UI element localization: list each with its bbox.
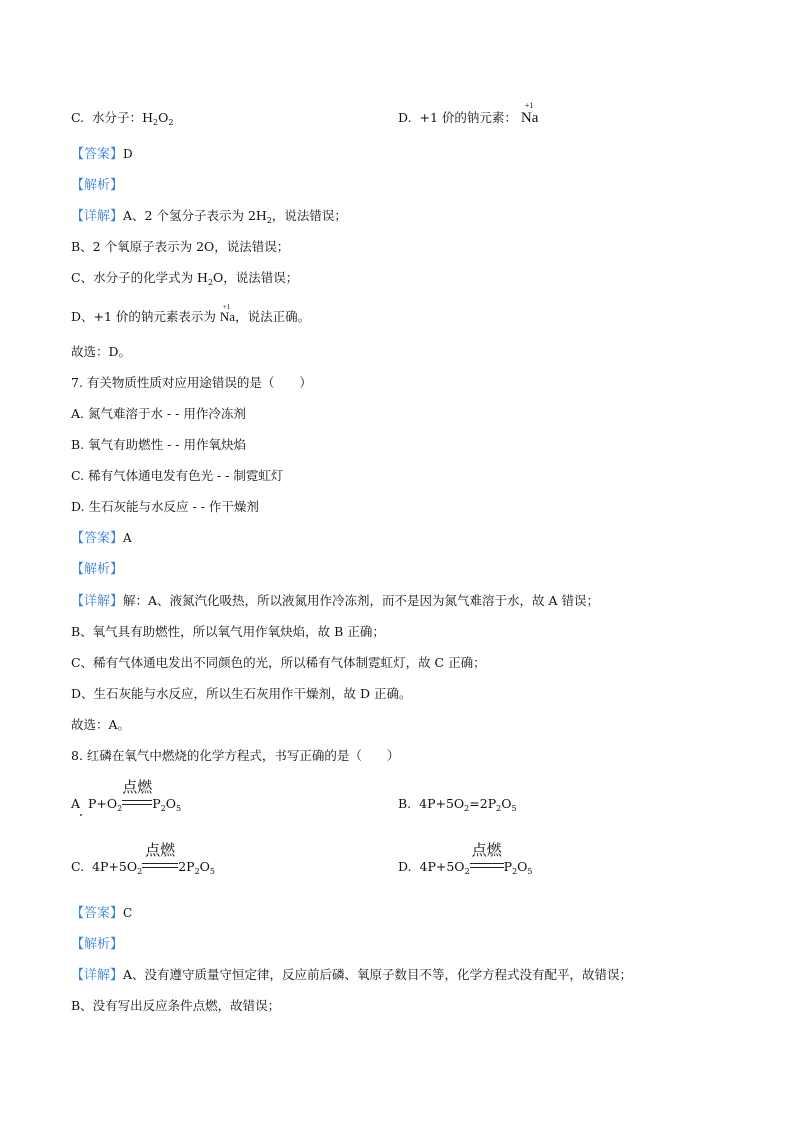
condition-arrow: 点燃 xyxy=(142,859,178,875)
q6-option-c: C. 水分子：$H_2O_2$ xyxy=(71,110,174,127)
q6-detail-4: D、+1 价的钠元素表示为 +1 Na，说法正确。 xyxy=(71,303,311,324)
q8-answer: 【答案】C xyxy=(71,906,133,921)
q8-option-a: A $P+O_2$ 点燃 $P_2O_5$ xyxy=(71,778,182,813)
q7-option-b: B. 氧气有助燃性 - - 用作氧炔焰 xyxy=(71,437,247,452)
q7-analysis-tag: 【解析】 xyxy=(71,562,124,577)
q6-detail-2: B、2 个氧原子表示为 2O，说法错误； xyxy=(71,239,290,254)
q8-analysis-tag: 【解析】 xyxy=(71,937,124,952)
q7-option-a: A. 氮气难溶于水 - - 用作冷冻剂 xyxy=(71,406,246,421)
q8-detail-1: 【详解】A、没有遵守质量守恒定律，反应前后磷、氧原子数目不等，化学方程式没有配平，故错误； xyxy=(71,967,633,983)
q6-conclusion: 故选：D。 xyxy=(71,344,132,359)
q6-option-d: D. +1 价的钠元素： +1 Na xyxy=(398,101,539,126)
q6-answer: 【答案】D xyxy=(71,147,133,162)
stray-dot xyxy=(80,814,82,816)
sodium-valence: +1 Na xyxy=(520,101,539,126)
q7-option-c: C. 稀有气体通电发有色光 - - 制霓虹灯 xyxy=(71,468,284,483)
q7-conclusion: 故选：A。 xyxy=(71,717,131,732)
q7-stem: 7. 有关物质性质对应用途错误的是（ ） xyxy=(71,375,312,390)
q7-detail-1: 【详解】解：A、液氮汽化吸热，所以液氮用作冷冻剂，而不是因为氮气难溶于水，故 A 错误； xyxy=(71,593,600,609)
sodium-valence-inline: +1 Na xyxy=(219,303,236,324)
q8-option-c: C. $4P+5O_2$ 点燃 $2P_2O_5$ xyxy=(71,841,215,876)
q8-option-b: B. $4P+5O_2=2P_2O_5$ xyxy=(398,796,517,813)
q7-detail-2: B、氧气具有助燃性，所以氧气用作氧炔焰，故 B 正确； xyxy=(71,624,385,639)
q6-detail-1: 【详解】A、2 个氢分子表示为 $2H_2$，说法错误； xyxy=(71,208,347,225)
q8-option-d: D. $4P+5O_2$ 点燃 $P_2O_5$ xyxy=(398,841,533,876)
q8-detail-2: B、没有写出反应条件点燃，故错误； xyxy=(71,998,281,1013)
q7-answer: 【答案】A xyxy=(71,531,132,546)
q7-detail-3: C、稀有气体通电发出不同颜色的光，所以稀有气体制霓虹灯，故 C 正确； xyxy=(71,655,486,670)
q8-stem: 8. 红磷在氧气中燃烧的化学方程式，书写正确的是（ ） xyxy=(71,748,400,763)
condition-arrow: 点燃 xyxy=(470,859,504,875)
q7-detail-4: D、生石灰能与水反应，所以生石灰用作干燥剂，故 D 正确。 xyxy=(71,686,412,701)
q6-detail-3: C、水分子的化学式为 $H_2O$，说法错误； xyxy=(71,270,299,287)
condition-arrow: 点燃 xyxy=(122,796,152,812)
q6-analysis-tag: 【解析】 xyxy=(71,178,124,193)
q7-option-d: D. 生石灰能与水反应 - - 作干燥剂 xyxy=(71,499,259,514)
